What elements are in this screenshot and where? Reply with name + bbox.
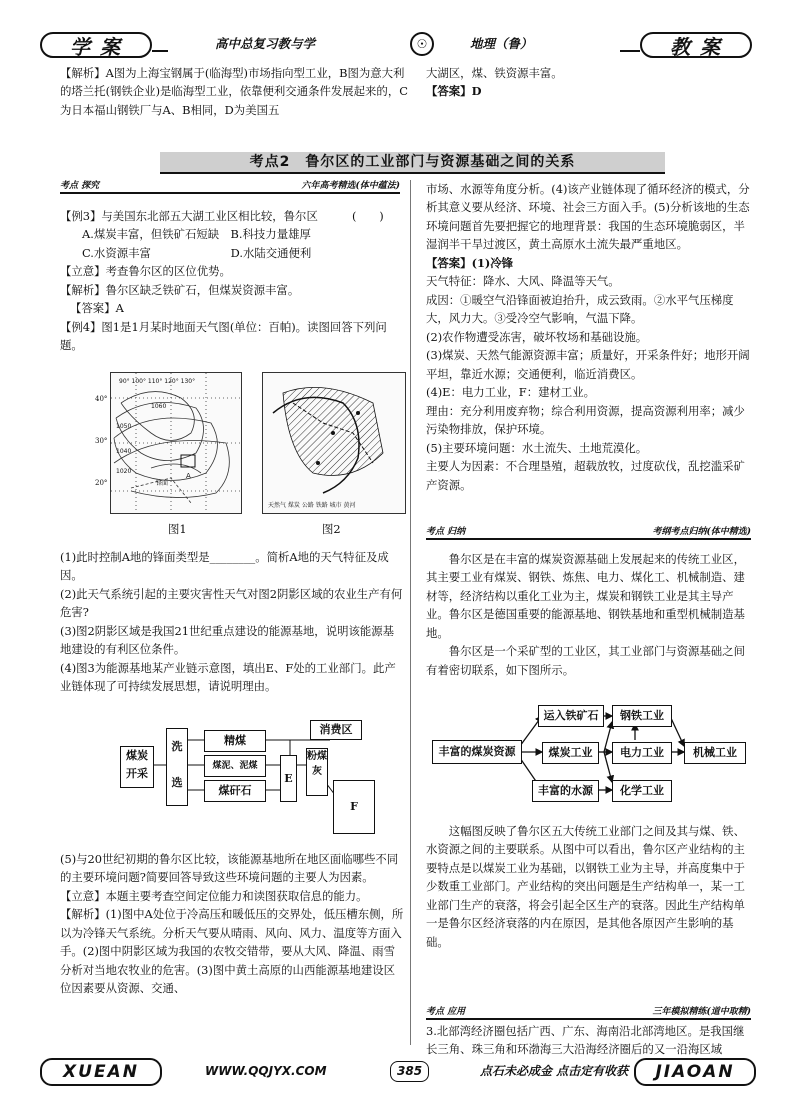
- question-3: 3.北部湾经济圈包括广西、广东、海南沿北部湾地区。是我国继长三角、珠三角和环渤海三大沿海经济圈后的又一沿海区域: [426, 1024, 745, 1057]
- fig1-caption: 图1: [168, 522, 187, 536]
- ex4-jiexi: 【解析】(1)图中A处位于冷高压和暖低压的交界处，低压槽东侧，所以为冷锋天气系统。分析天气要从晴雨、风向、风力、温度等方面入手。(2)图中阴影区域为我国的农牧交错带，要从大风、降温、雨雪分析对当地农牧业的危害。(3)图中黄土高原的山西能源基地建设区位因素要从资源、交通、: [60, 907, 404, 996]
- flow-slurry: 煤泥、泥煤: [204, 755, 266, 777]
- header-book-title: 高中总复习教与学: [215, 36, 316, 51]
- diag-coal-industry: 煤炭工业: [542, 742, 599, 764]
- svg-text:1050: 1050: [116, 423, 132, 430]
- q4: (4)图3为能源基地某产业链示意图，填出E、F处的工业部门。此产业链体现了可持续发展思想，请说明理由。: [60, 660, 396, 694]
- weather-map-svg: [111, 373, 241, 513]
- svg-text:1060: 1060: [151, 403, 167, 410]
- diag-water: 丰富的水源: [532, 780, 599, 802]
- ex3-option-cd: C.水资源丰富 D.水陆交通便利: [82, 245, 312, 260]
- footer-left-pill: XUEAN: [40, 1058, 162, 1086]
- analysis-continued: 市场、水源等角度分析。(4)该产业链体现了循环经济的模式，分析其意义要从经济、环境、社会三方面入手。(5)分析该地的生态环境问题首先要把握它的地理背景：我国的生态环境脆弱区，半湿润半干旱过渡区，黄土高原水土流失最严重地区。: [426, 182, 750, 252]
- example-4-analysis: [60, 850, 405, 998]
- flow-fine-coal: 精煤: [204, 730, 266, 752]
- svg-text:锋面: 锋面: [156, 480, 169, 487]
- column-divider: [410, 180, 411, 1045]
- svg-text:1040: 1040: [116, 448, 132, 455]
- summary-para-1: 鲁尔区是在丰富的煤炭资源基础上发展起来的传统工业区，其主要工业有煤炭、钢铁、炼焦、电力、煤化工、机械制造、建材等，经济结构以重化工业为主，煤炭和钢铁工业是其主导产业。鲁尔区是德国重要的能源基地、钢铁基地和重型机械制造基地。: [426, 552, 745, 640]
- diag-steel: 钢铁工业: [612, 705, 672, 727]
- page-number: 385: [390, 1061, 429, 1082]
- page-footer: [40, 1058, 752, 1088]
- footer-right-pill: JIAOAN: [634, 1058, 756, 1086]
- figure-2-energy-map: [262, 372, 406, 514]
- fig2-caption: 图2: [322, 522, 341, 536]
- ex3-jiexi: 【解析】鲁尔区缺乏铁矿石，但煤炭资源丰富。: [60, 282, 300, 297]
- ex3-option-ab: A.煤炭丰富，但铁矿石短缺 B.科技力量雄厚: [82, 227, 311, 242]
- q3: (3)图2阴影区域是我国21世纪重点建设的能源基地，说明该能源基地建设的有利区位条件。: [60, 623, 395, 657]
- figure-3-industry-chain: [120, 720, 380, 840]
- footer-url: WWW.QQJYX.COM: [205, 1064, 327, 1078]
- ex3-lizhi: 【立意】考查鲁尔区的区位优势。: [60, 264, 231, 279]
- page-header: [40, 32, 752, 66]
- figure-1-weather-map: [110, 372, 242, 514]
- q2: (2)此天气系统引起的主要灾害性天气对图2阴影区域的农业生产有何危害?: [60, 586, 403, 620]
- q5: (5)与20世纪初期的鲁尔区比较，该能源基地所在地区面临哪些不同的主要环境问题?简要回答导致这些环境问题的主要人为因素。: [60, 852, 399, 885]
- guina-bar: 考点 归纳 考纲考点归纳(体中精选): [426, 526, 751, 540]
- right-answers: 市场、水源等角度分析。(4)该产业链体现了循环经济的模式，分析其意义要从经济、环境、社会三方面入手。(5)分析该地的生态环境问题首先要把握它的地理背景：我国的生态环境脆弱区，半湿润半干旱过渡区，黄土高原水土流失最严重地区。 【答案】(1)冷锋 天气特征：降水、大风、降温等天气。 成因：①暖空气沿锋面被迫抬升，成云致雨。②水平气压梯度大，风力大。③受冷空气影响，气温下降。 (2)农作物遭受冻害，破坏牧场和基础设施。 (3)煤炭、天然气能源资源丰富；质量好，开采条件好；地形开阔平坦，靠近水源；交通便利，临近消费区。 (4)E：电力工业，F：建材工业。 理由：充分利用废弃物；综合利用资源，提高资源利用率；减少污染物排放，保护环境。 (5)主要环境问题：水土流失、土地荒漠化。 主要人为因素：不合理垦殖，超载放牧，过度砍伐，乱挖滥采矿产资源。: [426, 182, 750, 492]
- diag-chemical: 化学工业: [612, 780, 672, 802]
- ruhr-industry-diagram: [432, 700, 748, 806]
- ex4-lizhi: 【立意】本题主要考查空间定位能力和读图获取信息的能力。: [60, 888, 368, 903]
- example-3: [60, 207, 405, 355]
- diag-coal-resource: 丰富的煤炭资源: [432, 740, 522, 764]
- flow-e: E: [280, 755, 297, 802]
- flow-washing: 洗选: [166, 728, 188, 806]
- ex4-title: 【例4】图1是1月某时地面天气图(单位：百帕)。读图回答下列问题。: [60, 319, 387, 353]
- flow-gangue: 煤矸石: [204, 780, 266, 802]
- q1: (1)此时控制A地的锋面类型是________。简析A地的天气特征及成因。: [60, 550, 389, 583]
- flow-coal-mining: 煤炭开采: [120, 746, 154, 788]
- header-subject: 地理（鲁）: [470, 36, 533, 51]
- svg-text:1020: 1020: [116, 468, 132, 475]
- diag-iron-ore: 运入铁矿石: [538, 705, 604, 727]
- emblem-icon: ☉: [410, 32, 434, 56]
- fig1-lat-labels: 40° 30° 20°: [95, 395, 108, 487]
- diag-machinery: 机械工业: [684, 742, 746, 764]
- example-4-questions: [60, 548, 405, 696]
- section-title: 考点2 鲁尔区的工业部门与资源基础之间的关系: [160, 152, 665, 174]
- footer-slogan: 点石未必成金 点击定有收获: [480, 1064, 629, 1078]
- ex3-title: 【例3】与美国东北部五大湖工业区相比较，鲁尔区 ( ): [60, 209, 384, 223]
- summary-paragraphs: [426, 550, 751, 679]
- diagram-explanation: 这幅图反映了鲁尔区五大传统工业部门之间及其与煤、铁、水资源之间的主要联系。从图中可以看出，鲁尔区产业结构的主要特点是以煤炭工业为基础，以钢铁工业为主导，并高度集中于少数重工业部门。产业结构的突出问题是生产结构单一，某一工业部门生产的衰落，将会引起全区生产的衰落。因此生产结构单一是鲁尔区经济衰落的内在原因，是其他各原因产生影响的基础。: [426, 824, 745, 949]
- diag-power: 电力工业: [612, 742, 672, 764]
- svg-text:A: A: [186, 472, 191, 480]
- top-left-text: 【解析】A图为上海宝钢属于(临海型)市场指向型工业，B图为意大利的塔兰托(钢铁企业)是临海型工业，依靠便利交通条件发展起来的，C为日本福山钢铁厂与A、B相同，D为美国五: [60, 66, 408, 117]
- top-right-text: 大湖区，煤、铁资源丰富。 【答案】D: [426, 64, 746, 101]
- header-right-pill: 教案: [640, 32, 752, 58]
- flow-f: F: [333, 780, 375, 834]
- svg-text:90° 100° 110° 120° 130°: 90° 100° 110° 120° 130°: [119, 378, 196, 385]
- answer-head: 【答案】(1)冷锋: [426, 255, 514, 270]
- svg-text:天然气 煤炭 公路 铁路 城市 黄河: 天然气 煤炭 公路 铁路 城市 黄河: [268, 502, 356, 509]
- summary-para-2: 鲁尔区是一个采矿型的工业区，其工业部门与资源基础之间有着密切联系，如下图所示。: [426, 644, 745, 677]
- energy-map-svg: [263, 373, 405, 513]
- flow-fly-ash: 粉煤灰: [306, 748, 328, 796]
- top-answer: 【答案】D: [426, 84, 482, 99]
- flow-consumer: 消费区: [310, 720, 362, 740]
- yingyong-bar: 考点 应用 三年模拟精练(道中取精): [426, 1006, 751, 1020]
- header-left-pill: 学案: [40, 32, 152, 58]
- ex3-answer: 【答案】A: [70, 301, 124, 316]
- tanjiu-bar: 考点 探究 六年高考精选(体中蕴法): [60, 180, 400, 194]
